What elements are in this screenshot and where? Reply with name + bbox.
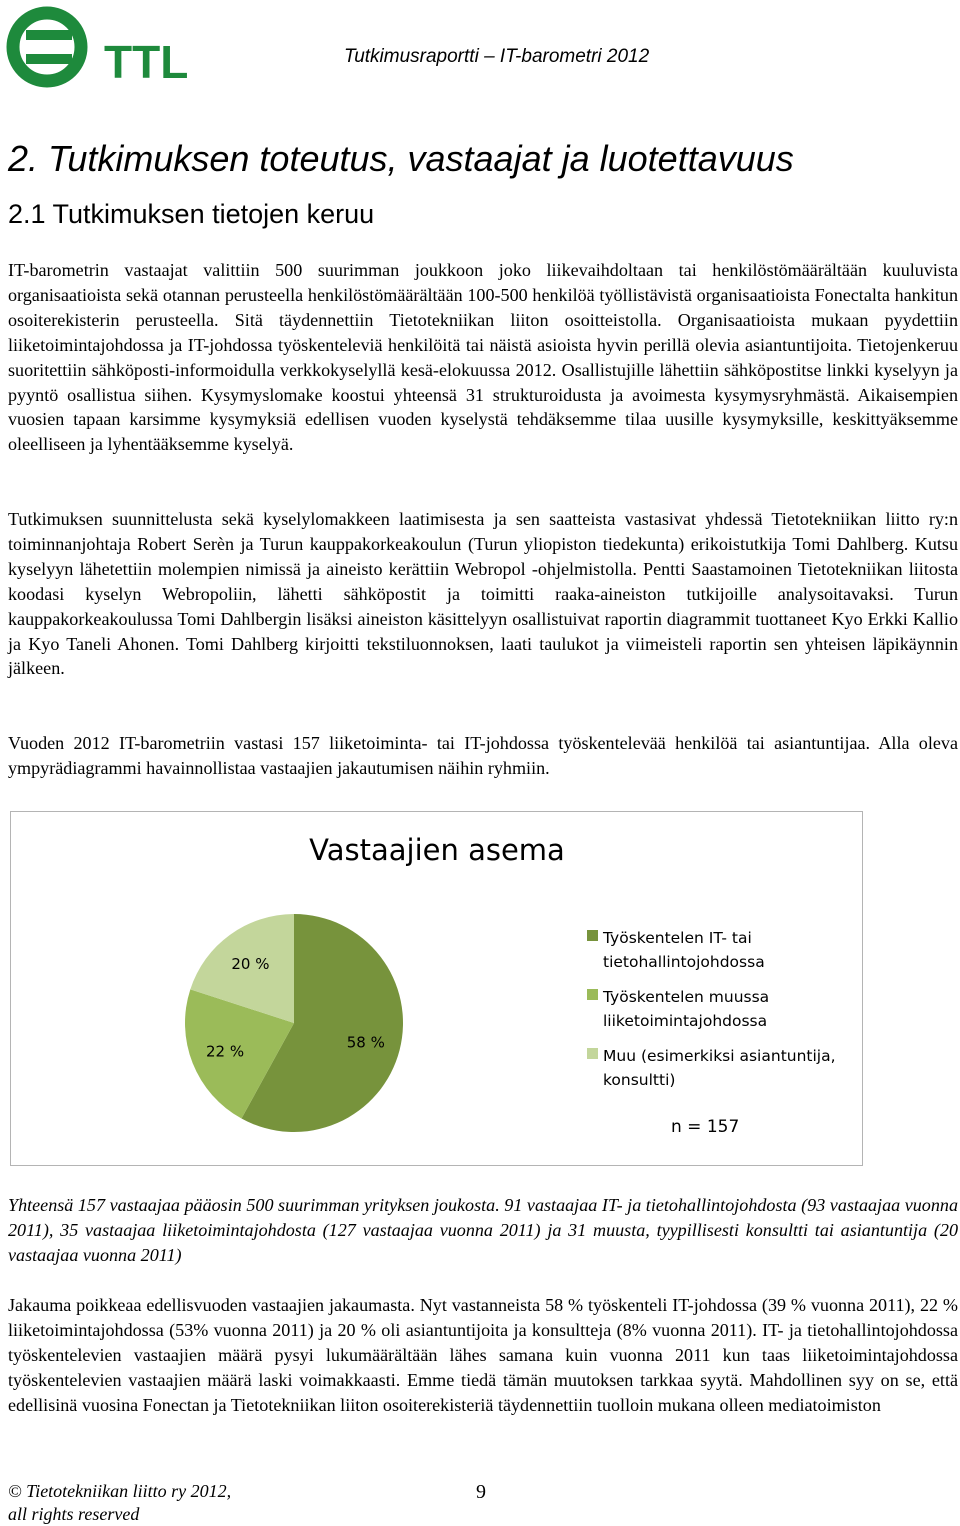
report-title: Tutkimusraportti – IT-barometri 2012 xyxy=(344,46,650,67)
footer-copyright xyxy=(8,1480,231,1526)
paragraph-chart-caption: Yhteensä 157 vastaajaa pääosin 500 suurimman yrityksen joukosta. 91 vastaajaa IT- ja tietohallintojohdosta (93 vastaajaa vuonna 2011), 35 vastaajaa liiketoimintajohdosta (127 vastaajaa vuonna 2011) ja 31 muusta, tyypillisesti konsultti tai asiantuntija (20 vastaajaa vuonna 2011) xyxy=(8,1195,958,1265)
chart-note-n: n = 157 xyxy=(671,1117,740,1137)
legend-swatch-3 xyxy=(587,1048,598,1059)
legend-label-2-line-1: Työskentelen muussa xyxy=(603,988,770,1006)
chapter-heading: 2. Tutkimuksen toteutus, vastaajat ja luotettavuus xyxy=(8,138,794,179)
page-header xyxy=(0,0,960,100)
paragraph-study-design: Tutkimuksen suunnittelusta sekä kyselylomakkeen laatimisesta ja sen saatteista vastasivat yhdessä Tietotekniikan liitto ry:n toiminnanjohtaja Robert Serèn ja Turun kauppakorkeakoulun (Turun yliopiston tiedekunta) erikoistutkija Tomi Dahlberg. Kutsu kyselyyn lähetettiin molempien nimissä ja aineisto kerättiin Webropol -ohjelmistolla. Pentti Saastamoinen Tietotekniikan liitosta koodasi kyselyn Webropoliin, lähetti sähköpostit ja toimitti raaka-aineiston tutkijoille analysoitavaksi. Turun kauppakorkeakoulussa Tomi Dahlbergin lisäksi aineiston käsittelyyn osallistuivat raportin diagrammit tuottaneet Kyo Erkki Kallio ja Kyo Taneli Ahonen. Tomi Dahlberg kirjoitti tekstiluonnoksen, laati taulukot ja viimeisteli raportin sen yhteisen läpikäynnin jälkeen. xyxy=(8,509,958,679)
legend-swatch-1 xyxy=(587,930,598,941)
section-heading: 2.1 Tutkimuksen tietojen keruu xyxy=(8,199,375,229)
copyright-line-1: © Tietotekniikan liitto ry 2012, xyxy=(8,1481,232,1501)
paragraph-distribution: Jakauma poikkeaa edellisvuoden vastaajien jakaumasta. Nyt vastanneista 58 % työskenteli IT-johdossa (39 % vuonna 2011), 22 % liiketoimintajohdossa (53% vuonna 2011) ja 20 % oli asiantuntijoita ja konsultteja (8% vuonna 2011). IT- ja tietohallintojohdossa työskentelevien vastaajien määrä pysyi lukumäärältään lähes samana kuin vuonna 2011 kun taas liiketoimintajohdossa työskentelevien vastaajien määrä laski voimakkaasti. Emme tiedä tämän muutoksen tarkkaa syytä. Mahdollinen syy on se, että edellisinä vuosina Fonectan ja Tietotekniikan liiton osoiterekisteriä täydennettiin tuolloin mukana olleen mediatoimiston xyxy=(8,1295,958,1415)
logo-ring xyxy=(13,13,81,81)
pie-chart-svg xyxy=(11,812,862,1165)
ttl-logo xyxy=(4,4,194,90)
paragraph-data-collection: IT-barometrin vastaajat valittiin 500 suurimman joukkoon joko liikevaihdoltaan tai henkilöstömäärältään kuuluvista organisaatioista sekä otannan perusteella henkilöstömäärältään 100-500 henkilöä työllistävistä organisaatioista Fonectalta hankitun osoiterekisterin perusteella. Sitä täydennettiin Tietotekniikan liiton osoitteistolla. Organisaatioista mukaan pyydettiin liiketoimintajohdossa ja IT-johdossa työskenteleviä henkilöitä tai näistä asioista hyvin perillä olevia asiantuntijoita. Tietojenkeruu suoritettiin sähköposti-informoidulla verkkokyselyllä kesä-elokuussa 2012. Osallistujille lähettiin sähköpostitse linkki kyselyyn ja pyyntö osallistua siihen. Kysymyslomake koostui yhteensä 31 strukturoidusta ja avoimesta kysymysryhmästä. Aikaisempien vuosien tapaan karsimme kysymyksiä edellisen vuoden kyselystä tehdäksemme tilaa uusille kysymyksille, keskittyäksemme oleelliseen ja lyhentääksemme kyselyä. xyxy=(8,260,958,455)
chart-title: Vastaajien asema xyxy=(309,833,565,867)
legend-swatch-2 xyxy=(587,989,598,1000)
page-number: 9 xyxy=(476,1481,486,1503)
paragraph-respondents: Vuoden 2012 IT-barometriin vastasi 157 liiketoiminta- tai IT-johdossa työskentelevää henkilöä tai asiantuntijaa. Alla oleva ympyrädiagrammi havainnollistaa vastaajien jakautumisen näihin ryhmiin. xyxy=(8,733,958,778)
respondent-pie-chart xyxy=(10,811,863,1166)
legend-label-1-line-1: Työskentelen IT- tai xyxy=(603,929,752,947)
legend-label-3-line-1: Muu (esimerkiksi asiantuntija, xyxy=(603,1047,836,1065)
pie-label-3: 20 % xyxy=(231,955,270,974)
pie-label-2: 22 % xyxy=(206,1042,245,1061)
copyright-line-2: all rights reserved xyxy=(8,1504,140,1524)
legend-label-1-line-2: tietohallintojohdossa xyxy=(603,953,765,971)
logo-bar-top xyxy=(26,30,72,40)
logo-text: TTL xyxy=(104,36,189,88)
logo-bar-bottom xyxy=(26,54,72,64)
legend-label-2-line-2: liiketoimintajohdossa xyxy=(603,1012,768,1030)
pie-label-1: 58 % xyxy=(346,1033,385,1052)
legend-label-3-line-2: konsultti) xyxy=(603,1071,676,1089)
